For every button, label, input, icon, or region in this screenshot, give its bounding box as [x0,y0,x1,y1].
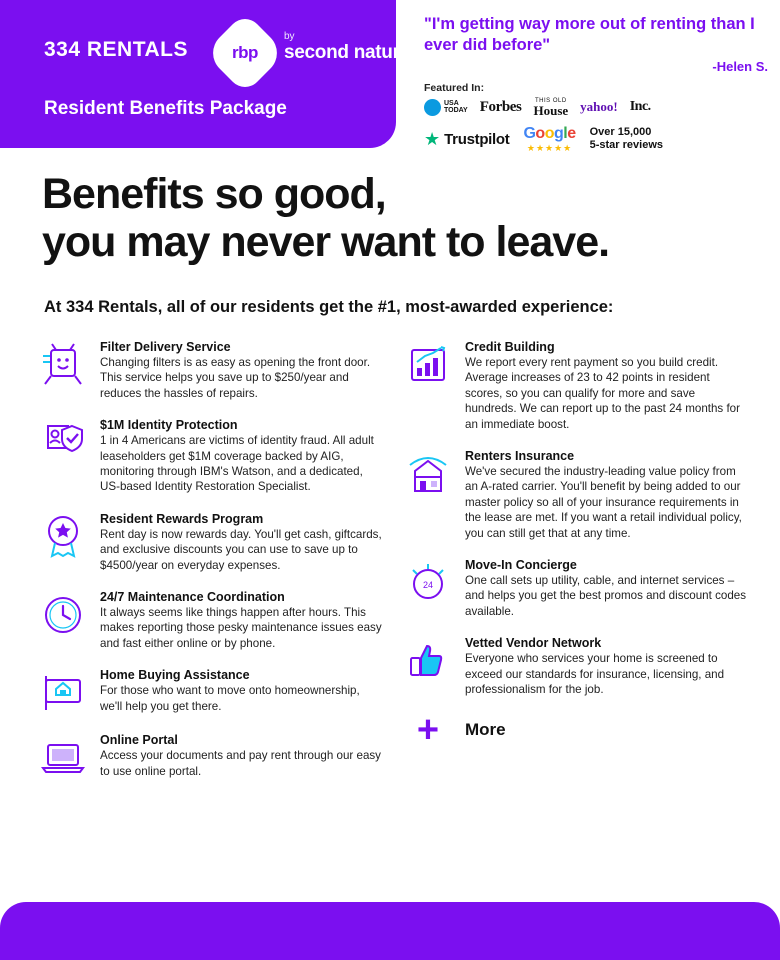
benefit-item [36,418,383,495]
package-title: Resident Benefits Package [44,98,287,119]
benefit-item [36,512,383,573]
reviews-line2: 5-star reviews [589,139,664,152]
move-in-concierge-icon [401,558,455,606]
header-purple-panel [0,0,396,148]
logo-by-label: by [284,31,295,42]
forbes-logo: Forbes [479,98,522,115]
benefit-title: 24/7 Maintenance Coordination [100,590,285,605]
benefit-title: Filter Delivery Service [100,340,231,354]
laptop-icon [36,733,90,781]
benefit-description: Everyone who services your home is screened to exceed our standards for insurance, licensing, and professionalism for the job. [465,652,725,697]
identity-shield-icon [36,418,90,466]
google-logo [523,125,575,154]
benefit-title: Resident Rewards Program [100,511,264,526]
usa-today-line1: USA [444,100,459,108]
benefit-title: Vetted Vendor Network [465,636,602,651]
rbp-logo-text: rbp [232,42,258,62]
benefit-description: 1 in 4 Americans are victims of identity fraud. All adult leaseholders get $1M coverage backed by AIG, monitoring through IBM's Watson, and a dedicated, US-based Identity Restoration Specialist. [100,434,374,494]
benefit-title: Home Buying Assistance [100,668,250,683]
benefit-item [401,636,748,697]
page-title [42,170,742,266]
benefit-item [36,733,383,781]
this-old-house-line2: House [533,102,569,118]
filter-delivery-icon [36,340,90,388]
more-label: More [465,719,506,739]
company-name: 334 RENTALS [44,38,188,61]
rbp-logo-icon [216,24,274,82]
rewards-badge-icon [36,512,90,560]
this-old-house-logo [534,98,569,117]
benefit-item [36,340,383,401]
trustpilot-label: Trustpilot [444,130,510,148]
benefit-description: We report every rent payment so you build credit. Average increases of 23 to 42 points in resident scores, so you can qualify for more and save hundreds. We can report up to the past 24 months for an immediate boost. [465,356,740,431]
benefit-description: For those who want to move onto homeownership, we'll help you get there. [100,684,360,713]
reviews-line1: Over 15,000 [589,125,652,138]
benefits-column-right [401,340,748,798]
this-old-house-line1: THIS OLD [535,97,567,104]
testimonial-block [424,14,768,154]
benefit-description: It always seems like things happen after hours. This makes reporting those pesky maintenance issues easy and fast either online or by phone. [100,606,382,650]
page-header [0,0,780,152]
benefit-item [401,558,748,619]
benefit-description: One call sets up utility, cable, and internet services – and helps you get the best promos and discount codes available. [465,574,747,618]
benefit-item [36,590,383,651]
vetted-vendor-icon [401,636,455,684]
credit-chart-icon [401,340,455,388]
benefit-title: $1M Identity Protection [100,418,238,433]
headline-line-1: Benefits so good, [42,170,386,218]
reviews-count [590,126,663,154]
featured-in-label: Featured In: [424,81,485,94]
benefit-item [401,449,748,541]
inc-logo: Inc. [629,99,651,115]
press-logo-row [424,98,768,117]
headline-line-2: you may never want to leave. [42,218,610,267]
review-logo-row [424,125,768,154]
testimonial-quote: "I'm getting way more out of renting than I ever did before" [424,15,755,55]
second-nature-wordmark [284,32,410,62]
google-wordmark: Google [523,124,576,142]
clock-icon [36,590,90,638]
trustpilot-logo [424,130,509,148]
yahoo-logo: yahoo! [580,99,618,115]
benefit-title: Move-In Concierge [465,558,577,573]
google-stars-icon: ★★★★★ [526,142,573,153]
benefits-section [36,340,748,798]
testimonial-author: -Helen S. [712,58,768,74]
renters-insurance-icon [401,449,455,497]
more-benefits-row [401,708,748,751]
benefit-title: Credit Building [465,340,555,354]
benefit-title: Renters Insurance [465,449,575,464]
svg-text:24: 24 [422,580,434,591]
logo-brand-label: second nature [284,41,410,63]
benefit-description: Access your documents and pay rent through our easy to use online portal. [100,749,381,778]
benefit-item [36,668,383,716]
plus-icon: + [416,708,440,751]
home-sign-icon [36,668,90,716]
page-footer [0,902,780,960]
benefit-description: Rent day is now rewards day. You'll get cash, giftcards, and exclusive discounts you can use to save up to $4500/year on everyday expenses. [100,527,382,572]
benefit-description: Changing filters is as easy as opening the front door. This service helps you save up to $250/year and reduces the hassles of repairs. [100,356,371,400]
benefit-description: We've secured the industry-leading value policy from an A-rated carrier. You'll benefit by being added to our master policy so all of your insurance requirements in the lease are met. If you want a retail individual policy, you can still get that at any time. [465,465,742,540]
usa-today-line2: TODAY [444,107,468,115]
benefit-title: Online Portal [100,733,178,748]
usa-today-logo-icon [424,99,468,116]
benefit-item [401,340,748,432]
subheading: At 334 Rentals, all of our residents get the #1, most-awarded experience: [44,298,614,316]
benefits-column-left [36,340,383,798]
trustpilot-star-icon: ★ [424,129,441,150]
